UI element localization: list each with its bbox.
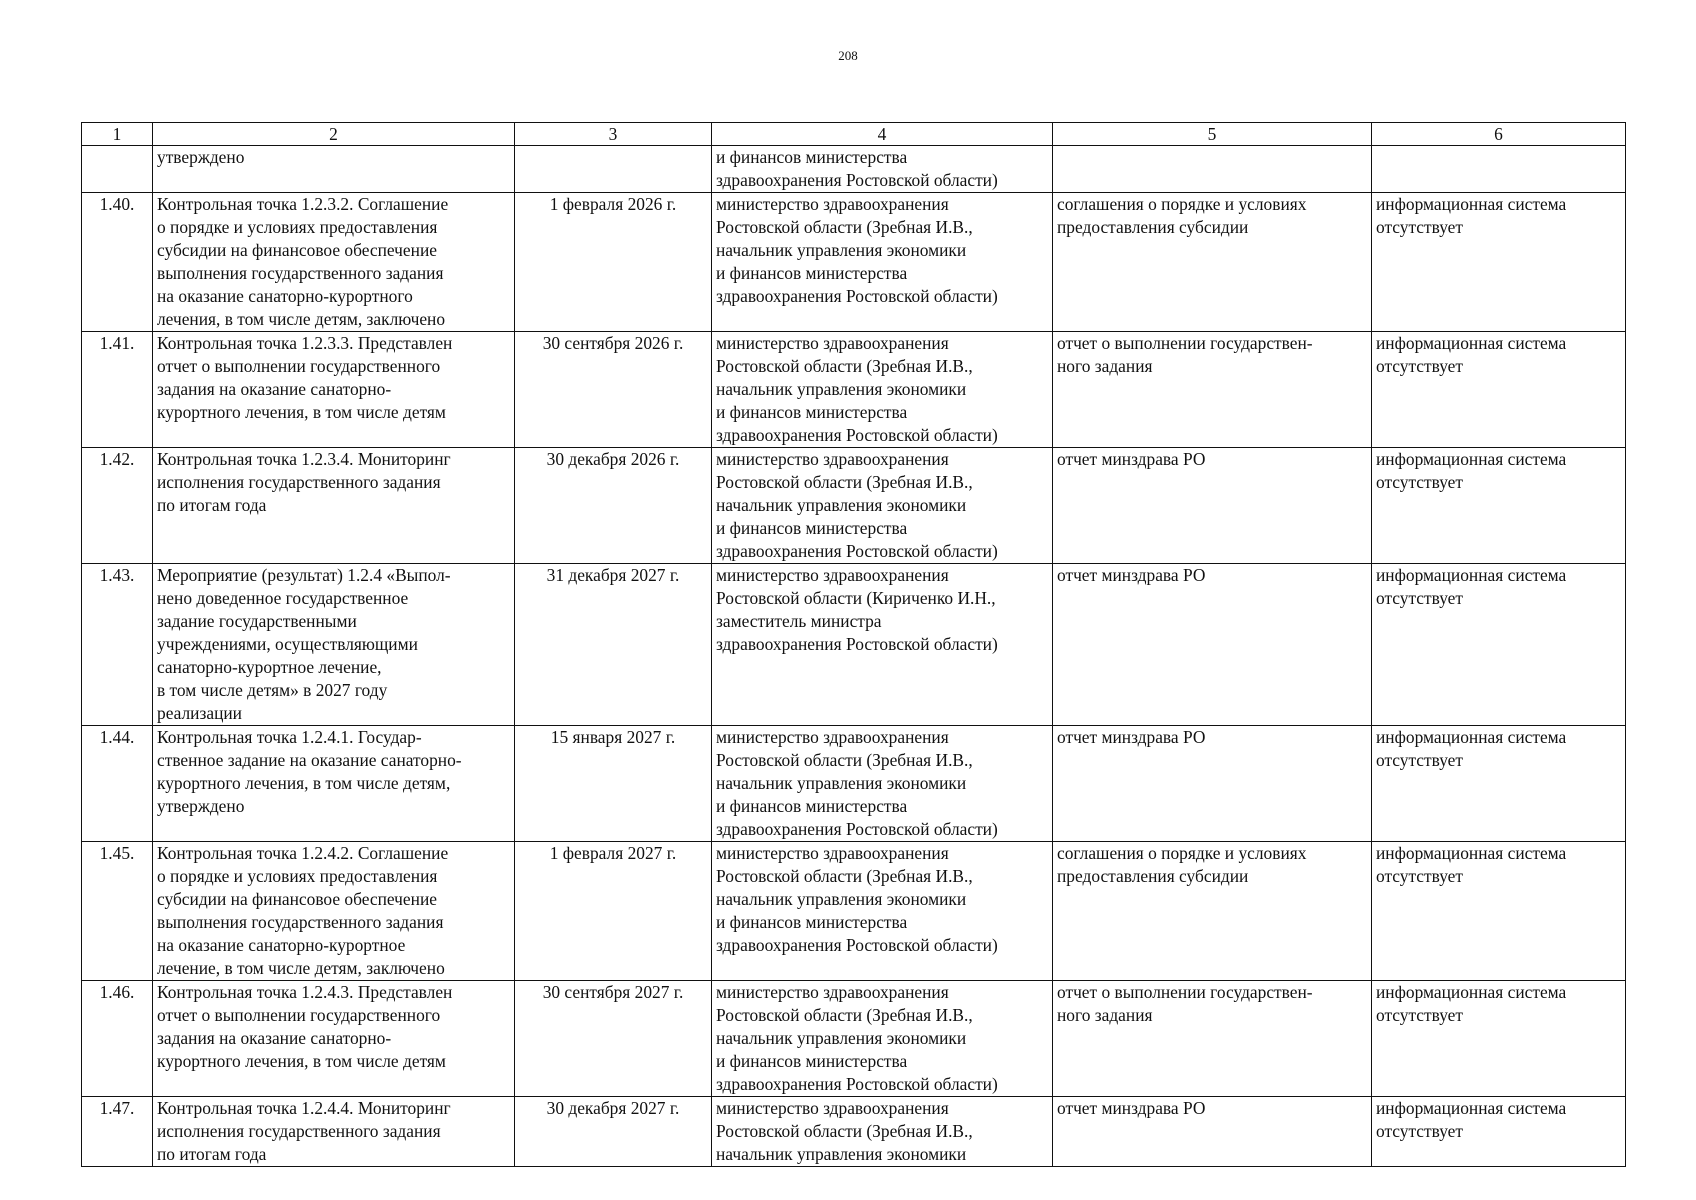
event-cell: утверждено	[153, 146, 515, 193]
system-cell: информационная система отсутствует	[1372, 842, 1626, 981]
responsible-cell: министерство здравоохранения Ростовской области (Зребная И.В., начальник управления экономики и финансов министерства здравоохранения Ростовской области)	[712, 332, 1053, 448]
column-header-3: 3	[515, 123, 712, 146]
event-cell: Контрольная точка 1.2.4.4. Мониторинг исполнения государственного задания по итогам года	[153, 1097, 515, 1167]
table-row	[82, 146, 1626, 193]
system-cell: информационная система отсутствует	[1372, 564, 1626, 726]
responsible-cell: министерство здравоохранения Ростовской области (Зребная И.В., начальник управления экономики	[712, 1097, 1053, 1167]
page-number: 208	[838, 48, 858, 63]
document-cell	[1053, 146, 1372, 193]
row-number: 1.43.	[82, 564, 153, 726]
document-cell: отчет минздрава РО	[1053, 564, 1372, 726]
table-row	[82, 448, 1626, 564]
row-number: 1.44.	[82, 726, 153, 842]
responsible-cell: министерство здравоохранения Ростовской области (Зребная И.В., начальник управления экономики и финансов министерства здравоохранения Ростовской области)	[712, 726, 1053, 842]
document-cell: соглашения о порядке и условиях предоставления субсидии	[1053, 193, 1372, 332]
row-number: 1.42.	[82, 448, 153, 564]
table-row	[82, 842, 1626, 981]
document-cell: отчет о выполнении государствен- ного задания	[1053, 332, 1372, 448]
event-cell: Контрольная точка 1.2.3.3. Представлен отчет о выполнении государственного задания на оказание санаторно- курортного лечения, в том числе детям	[153, 332, 515, 448]
system-cell: информационная система отсутствует	[1372, 448, 1626, 564]
row-number: 1.46.	[82, 981, 153, 1097]
table-header-row	[82, 123, 1626, 146]
table-row	[82, 193, 1626, 332]
event-cell: Контрольная точка 1.2.3.2. Соглашение о порядке и условиях предоставления субсидии на финансовое обеспечение выполнения государственного задания на оказание санаторно-курортного лечения, в том числе детям, заключено	[153, 193, 515, 332]
system-cell: информационная система отсутствует	[1372, 726, 1626, 842]
event-cell: Контрольная точка 1.2.4.1. Государ- ственное задание на оказание санаторно- курортного лечения, в том числе детям, утверждено	[153, 726, 515, 842]
row-number	[82, 146, 153, 193]
column-header-6: 6	[1372, 123, 1626, 146]
system-cell: информационная система отсутствует	[1372, 1097, 1626, 1167]
table-row	[82, 332, 1626, 448]
system-cell: информационная система отсутствует	[1372, 193, 1626, 332]
row-number: 1.47.	[82, 1097, 153, 1167]
table-row	[82, 1097, 1626, 1167]
system-cell: информационная система отсутствует	[1372, 981, 1626, 1097]
event-cell: Контрольная точка 1.2.4.2. Соглашение о порядке и условиях предоставления субсидии на финансовое обеспечение выполнения государственного задания на оказание санаторно-курортное лечение, в том числе детям, заключено	[153, 842, 515, 981]
responsible-cell: министерство здравоохранения Ростовской области (Зребная И.В., начальник управления экономики и финансов министерства здравоохранения Ростовской области)	[712, 448, 1053, 564]
column-header-2: 2	[153, 123, 515, 146]
document-cell: отчет минздрава РО	[1053, 726, 1372, 842]
system-cell	[1372, 146, 1626, 193]
document-cell: соглашения о порядке и условиях предоставления субсидии	[1053, 842, 1372, 981]
date-cell: 30 декабря 2027 г.	[515, 1097, 712, 1167]
column-header-1: 1	[82, 123, 153, 146]
document-cell: отчет минздрава РО	[1053, 1097, 1372, 1167]
row-number: 1.41.	[82, 332, 153, 448]
table-row	[82, 981, 1626, 1097]
responsible-cell: министерство здравоохранения Ростовской области (Зребная И.В., начальник управления экономики и финансов министерства здравоохранения Ростовской области)	[712, 842, 1053, 981]
date-cell	[515, 146, 712, 193]
date-cell: 1 февраля 2026 г.	[515, 193, 712, 332]
date-cell: 30 сентября 2027 г.	[515, 981, 712, 1097]
responsible-cell: министерство здравоохранения Ростовской области (Зребная И.В., начальник управления экономики и финансов министерства здравоохранения Ростовской области)	[712, 981, 1053, 1097]
date-cell: 1 февраля 2027 г.	[515, 842, 712, 981]
event-cell: Мероприятие (результат) 1.2.4 «Выпол- нено доведенное государственное задание государственными учреждениями, осуществляющими санаторно-курортное лечение, в том числе детям» в 2027 году реализации	[153, 564, 515, 726]
event-cell: Контрольная точка 1.2.4.3. Представлен отчет о выполнении государственного задания на оказание санаторно- курортного лечения, в том числе детям	[153, 981, 515, 1097]
document-cell: отчет о выполнении государствен- ного задания	[1053, 981, 1372, 1097]
date-cell: 31 декабря 2027 г.	[515, 564, 712, 726]
responsible-cell: министерство здравоохранения Ростовской области (Зребная И.В., начальник управления экономики и финансов министерства здравоохранения Ростовской области)	[712, 193, 1053, 332]
table-row	[82, 726, 1626, 842]
row-number: 1.45.	[82, 842, 153, 981]
column-header-4: 4	[712, 123, 1053, 146]
row-number: 1.40.	[82, 193, 153, 332]
table-row	[82, 564, 1626, 726]
date-cell: 15 января 2027 г.	[515, 726, 712, 842]
event-cell: Контрольная точка 1.2.3.4. Мониторинг исполнения государственного задания по итогам года	[153, 448, 515, 564]
responsible-cell: министерство здравоохранения Ростовской области (Кириченко И.Н., заместитель министра здравоохранения Ростовской области)	[712, 564, 1053, 726]
column-header-5: 5	[1053, 123, 1372, 146]
document-cell: отчет минздрава РО	[1053, 448, 1372, 564]
date-cell: 30 сентября 2026 г.	[515, 332, 712, 448]
control-points-table	[81, 122, 1626, 1167]
date-cell: 30 декабря 2026 г.	[515, 448, 712, 564]
responsible-cell: и финансов министерства здравоохранения Ростовской области)	[712, 146, 1053, 193]
system-cell: информационная система отсутствует	[1372, 332, 1626, 448]
